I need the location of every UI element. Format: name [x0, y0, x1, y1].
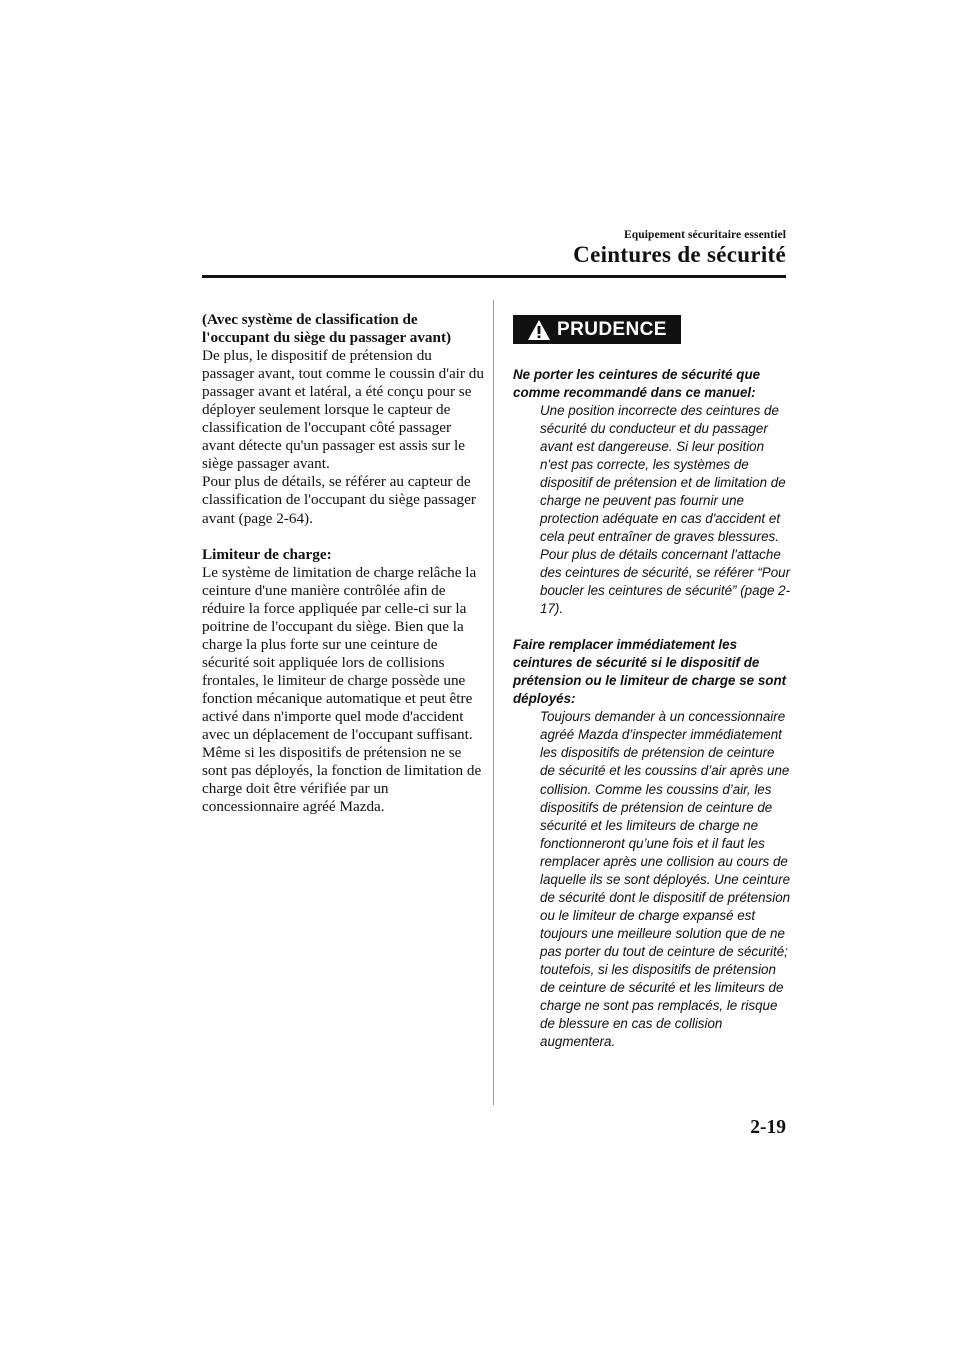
paragraph-pretensioner: De plus, le dispositif de prétension du passager avant, tout comme le coussin d'air du passager avant et latéral, a été conçu pour se déployer seulement lorsque le capteur de classification de l'occupant côté passager avant détecte qu'un passager est assis sur le siège passager avant.: [202, 347, 484, 473]
left-column: [202, 311, 487, 816]
page-number: 2-19: [750, 1117, 786, 1138]
heading-occupant-classification: (Avec système de classification de l'occupant du siège du passager avant): [202, 311, 452, 347]
caution-label: PRUDENCE: [557, 318, 667, 340]
warning-triangle-icon: [527, 319, 551, 341]
spacer: [202, 528, 487, 546]
column-divider: [493, 300, 494, 1105]
page-title: Ceintures de sécurité: [573, 242, 786, 267]
paragraph-verification: Même si les dispositifs de prétension ne se sont pas déployés, la fonction de limitation de charge doit être vérifiée par un concessionnaire agréé Mazda.: [202, 744, 482, 816]
caution-item-1-heading: Ne porter les ceintures de sécurité que comme recommandé dans ce manuel:: [513, 366, 761, 400]
caution-item-1-body: Une position incorrecte des ceintures de sécurité du conducteur et du passager avant est dangereuse. Si leur position n'est pas correcte, les systèmes de dispositif de prétension et de limitation de charge ne peuvent pas fournir une protection adéquate en cas d'accident et cela peut entraîner de graves blessures. Pour plus de détails concernant l'attache des ceintures de sécurité, se référer “Pour boucler les ceintures de sécurité” (page 2-17).: [540, 402, 791, 617]
paragraph-load-limiter: Le système de limitation de charge relâche la ceinture d'une manière contrôlée afin de réduire la force appliquée par celle-ci sur la poitrine de l'occupant du siège. Bien que la charge la plus forte sur une ceinture de sécurité soit appliquée lors de collisions frontales, le limiteur de charge possède une fonction mécanique automatique et peut être activé dans n'importe quel mode d'accident avec un déplacement de l'occupant suffisant.: [202, 563, 477, 744]
right-column: [513, 315, 791, 1051]
caution-item-2-heading: Faire remplacer immédiatement les ceintures de sécurité si le dispositif de prétension ou le limiteur de charge se sont déployés:: [513, 637, 787, 707]
section-header: Equipement sécuritaire essentiel: [623, 229, 786, 241]
caution-banner: [513, 315, 681, 344]
header-rule: [202, 275, 786, 278]
paragraph-reference: Pour plus de détails, se référer au capteur de classification de l'occupant du siège passager avant (page 2-64).: [202, 473, 476, 527]
heading-load-limiter: Limiteur de charge:: [202, 545, 332, 563]
caution-item-2-body: Toujours demander à un concessionnaire agréé Mazda d’inspecter immédiatement les dispositifs de prétension de ceinture de sécurité et les coussins d’air après une collision. Comme les coussins d’air, les dispositifs de prétension de ceinture de sécurité et les limiteurs de charge ne fonctionneront qu’une fois et il faut les remplacer après une collision au cours de laquelle ils se sont déployés. Une ceinture de sécurité dont le dispositif de prétension ou le limiteur de charge expansé est toujours une meilleure solution que de ne pas porter du tout de ceinture de sécurité; toutefois, si les dispositifs de prétension de ceinture de sécurité et les limiteurs de charge ne sont pas remplacés, le risque de blessure en cas de collision augmentera.: [540, 709, 791, 1050]
